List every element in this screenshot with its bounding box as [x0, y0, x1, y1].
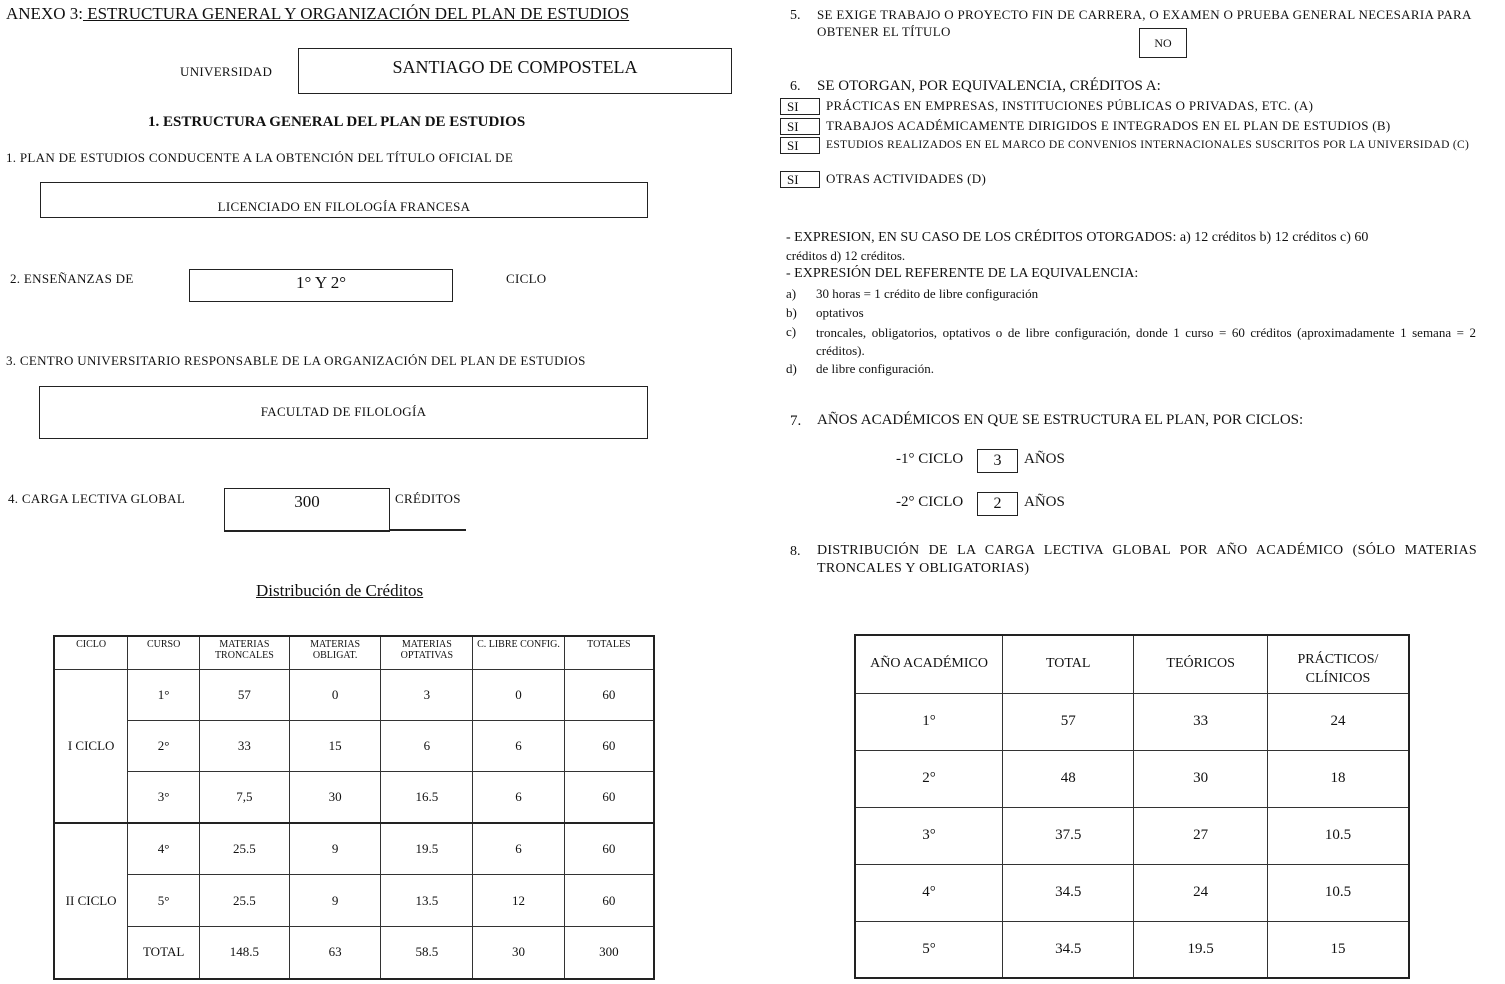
table-cell: 60 [564, 823, 654, 875]
table-cell: 148.5 [200, 927, 290, 979]
table-cell: 3 [381, 670, 473, 721]
list-item [786, 324, 1476, 361]
table-cell: 15 [289, 721, 381, 772]
table-cell: 33 [1134, 693, 1268, 750]
academic-year-table [854, 634, 1410, 979]
reference-list [786, 286, 1476, 380]
list-item [786, 286, 1476, 305]
table-cell: 15 [1267, 921, 1409, 978]
list-item [786, 305, 1476, 324]
section8-heading: DISTRIBUCIÓN DE LA CARGA LECTIVA GLOBAL POR AÑO ACADÉMICO (SÓLO MATERIAS TRONCALES Y OBLIGATORIAS) [817, 543, 1477, 576]
list-item-text: de libre configuración. [816, 361, 935, 376]
table-cell: 7,5 [200, 772, 290, 823]
table-cell: 2° [128, 721, 200, 772]
university-label: UNIVERSIDAD [180, 64, 273, 79]
center-value: FACULTAD DE FILOLOGÍA [260, 404, 427, 419]
header-cell: TEÓRICOS [1134, 635, 1268, 693]
section5-text: SE EXIGE TRABAJO O PROYECTO FIN DE CARRERA, O EXAMEN O PRUEBA GENERAL NECESARIA PARA OBTENER EL TÍTULO [817, 7, 1471, 39]
teaching-label: 2. ENSEÑANZAS DE [10, 271, 134, 286]
list-item-text: OTRAS ACTIVIDADES (D) [826, 171, 987, 186]
cycle-cell: II CICLO [54, 823, 128, 979]
table-cell: 30 [289, 772, 381, 823]
credit-underline [390, 529, 466, 531]
section1-heading: 1. ESTRUCTURA GENERAL DEL PLAN DE ESTUDIOS [148, 114, 526, 130]
table-cell: 0 [289, 670, 381, 721]
section5-num: 5. [790, 8, 801, 23]
list-item-text: PRÁCTICAS EN EMPRESAS, INSTITUCIONES PÚBLICAS O PRIVADAS, ETC. (A) [826, 98, 1314, 113]
table-row [855, 864, 1409, 921]
table-cell: 300 [564, 927, 654, 979]
table-cell: 30 [473, 927, 565, 979]
section5-value: NO [1139, 28, 1187, 58]
table-cell: 58.5 [381, 927, 473, 979]
section6-num: 6. [790, 79, 801, 94]
table-row [54, 875, 654, 927]
table-row [54, 823, 654, 875]
table-cell: 19.5 [1134, 921, 1268, 978]
credit-load-field: 300 [224, 488, 390, 532]
section7-num: 7. [790, 413, 802, 429]
center-field [39, 386, 648, 439]
cycle1-label: -1° CICLO [896, 451, 964, 467]
annex-title-text: ESTRUCTURA GENERAL Y ORGANIZACIÓN DEL PLAN DE ESTUDIOS [82, 4, 630, 23]
table-cell: 4° [128, 823, 200, 875]
table-cell: 34.5 [1003, 921, 1134, 978]
cycle-cell: I CICLO [54, 670, 128, 823]
table-cell: 25.5 [200, 823, 290, 875]
annex-prefix: ANEXO 3: [6, 4, 83, 23]
header-cell: MATERIAS OPTATIVAS [381, 636, 473, 670]
list-key: d) [786, 361, 797, 376]
list-item-text: 30 horas = 1 crédito de libre configuración [816, 286, 1039, 301]
table-cell: 60 [564, 875, 654, 927]
list-item-text: TRABAJOS ACADÉMICAMENTE DIRIGIDOS E INTEGRADOS EN EL PLAN DE ESTUDIOS (B) [826, 118, 1391, 133]
table-cell: 27 [1134, 807, 1268, 864]
section8-num: 8. [790, 544, 801, 559]
table-cell: TOTAL [128, 927, 200, 979]
section7-heading: AÑOS ACADÉMICOS EN QUE SE ESTRUCTURA EL PLAN, POR CICLOS: [817, 412, 1304, 428]
table-row [54, 721, 654, 772]
table-cell: 10.5 [1267, 864, 1409, 921]
table-cell: 12 [473, 875, 565, 927]
list-item [780, 137, 1505, 171]
table-cell: 37.5 [1003, 807, 1134, 864]
table-row [855, 750, 1409, 807]
table-cell: 6 [381, 721, 473, 772]
list-item-text: optativos [816, 305, 864, 320]
table-row [855, 807, 1409, 864]
list-item [780, 118, 1505, 137]
table-row [855, 921, 1409, 978]
credits-expression-cont: créditos d) 12 créditos. [786, 248, 906, 263]
cycle-suffix: CICLO [506, 271, 547, 286]
table-cell: 48 [1003, 750, 1134, 807]
degree-title-field [40, 182, 648, 218]
table-cell: 6 [473, 721, 565, 772]
cycle2-unit: AÑOS [1024, 494, 1065, 510]
table-cell: 9 [289, 823, 381, 875]
table-cell: 18 [1267, 750, 1409, 807]
credits-suffix: CRÉDITOS [395, 491, 461, 506]
cycle2-years: 2 [977, 492, 1018, 516]
credit-load-label: 4. CARGA LECTIVA GLOBAL [8, 491, 186, 506]
table-cell: 5° [128, 875, 200, 927]
distribution-title: Distribución de Créditos [256, 581, 424, 600]
list-key: a) [786, 286, 797, 301]
header-cell: CURSO [128, 636, 200, 670]
cycles-field: 1° Y 2° [189, 269, 453, 302]
list-item [786, 361, 1476, 380]
credit-distribution-table [53, 635, 655, 980]
equivalence-list [780, 98, 1505, 191]
header-cell: PRÁCTICOS/ CLÍNICOS [1267, 635, 1409, 693]
table-cell: 34.5 [1003, 864, 1134, 921]
section6-heading: SE OTORGAN, POR EQUIVALENCIA, CRÉDITOS A: [817, 78, 1161, 94]
table-cell: 1° [128, 670, 200, 721]
table-cell: 4° [855, 864, 1003, 921]
header-cell: TOTALES [564, 636, 654, 670]
header-cell: CICLO [54, 636, 128, 670]
table-cell: 3° [128, 772, 200, 823]
table-cell: 63 [289, 927, 381, 979]
si-checkbox: SI [780, 171, 820, 188]
table-cell: 6 [473, 823, 565, 875]
list-item [780, 171, 1505, 191]
table-cell: 1° [855, 693, 1003, 750]
table-cell: 33 [200, 721, 290, 772]
si-checkbox: SI [780, 98, 820, 115]
table-cell: 19.5 [381, 823, 473, 875]
list-item-text: ESTUDIOS REALIZADOS EN EL MARCO DE CONVENIOS INTERNACIONALES SUSCRITOS POR LA UNIVERSIDAD (C) [826, 139, 1470, 151]
table-row [54, 670, 654, 721]
table-cell: 0 [473, 670, 565, 721]
table-row [855, 693, 1409, 750]
header-cell: AÑO ACADÉMICO [855, 635, 1003, 693]
table-cell: 2° [855, 750, 1003, 807]
reference-heading: - EXPRESIÓN DEL REFERENTE DE LA EQUIVALENCIA: [786, 266, 1139, 281]
annex-title [6, 4, 629, 24]
table-cell: 24 [1267, 693, 1409, 750]
table-header-row [54, 636, 654, 670]
table-cell: 24 [1134, 864, 1268, 921]
header-cell: MATERIAS OBLIGAT. [289, 636, 381, 670]
table-header-row [855, 635, 1409, 693]
table-cell: 13.5 [381, 875, 473, 927]
si-checkbox: SI [780, 137, 820, 154]
center-label: 3. CENTRO UNIVERSITARIO RESPONSABLE DE LA ORGANIZACIÓN DEL PLAN DE ESTUDIOS [6, 353, 586, 368]
table-cell: 60 [564, 670, 654, 721]
table-cell: 3° [855, 807, 1003, 864]
table-cell: 57 [200, 670, 290, 721]
table-cell: 57 [1003, 693, 1134, 750]
cycle1-years: 3 [977, 449, 1018, 473]
header-cell: C. LIBRE CONFIG. [473, 636, 565, 670]
table-row [54, 772, 654, 823]
header-cell: MATERIAS TRONCALES [200, 636, 290, 670]
list-key: c) [786, 324, 797, 339]
table-cell: 5° [855, 921, 1003, 978]
plan-title-label: 1. PLAN DE ESTUDIOS CONDUCENTE A LA OBTENCIÓN DEL TÍTULO OFICIAL DE [6, 150, 514, 165]
university-field: SANTIAGO DE COMPOSTELA [298, 48, 732, 94]
table-cell: 9 [289, 875, 381, 927]
list-item-text: troncales, obligatorios, optativos o de libre configuración, donde 1 curso = 60 créditos (aproximadamente 1 semana = 2 créditos). [816, 325, 1476, 358]
table-cell: 16.5 [381, 772, 473, 823]
cycle1-unit: AÑOS [1024, 451, 1065, 467]
list-key: b) [786, 305, 797, 320]
si-checkbox: SI [780, 118, 820, 135]
header-cell: TOTAL [1003, 635, 1134, 693]
table-cell: 60 [564, 721, 654, 772]
list-item [780, 98, 1505, 118]
table-cell: 30 [1134, 750, 1268, 807]
table-total-row [54, 927, 654, 979]
cycle2-label: -2° CICLO [896, 494, 964, 510]
table-cell: 10.5 [1267, 807, 1409, 864]
table-cell: 60 [564, 772, 654, 823]
table-cell: 25.5 [200, 875, 290, 927]
credits-expression: - EXPRESION, EN SU CASO DE LOS CRÉDITOS OTORGADOS: a) 12 créditos b) 12 créditos c) 60 [786, 230, 1369, 245]
table-cell: 6 [473, 772, 565, 823]
degree-title-value: LICENCIADO EN FILOLOGÍA FRANCESA [217, 199, 471, 214]
